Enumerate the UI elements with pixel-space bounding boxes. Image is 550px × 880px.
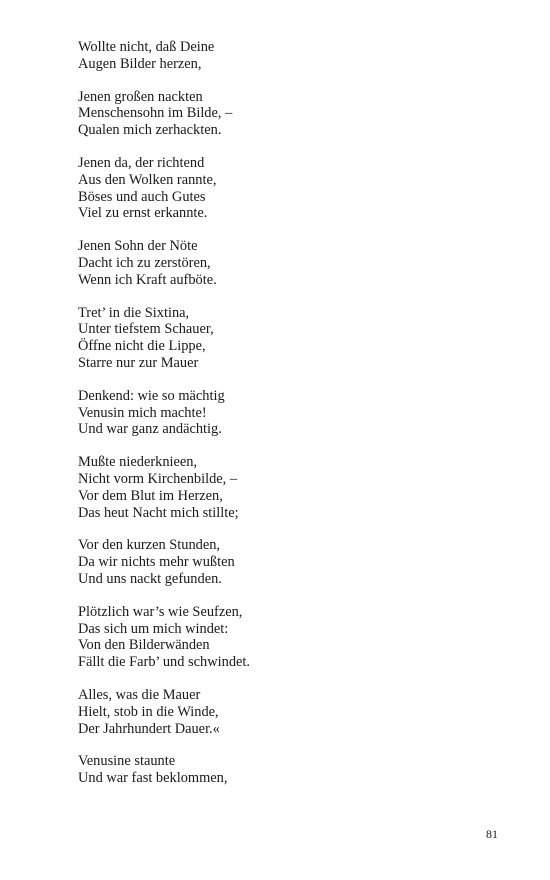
verse-line: Venusin mich machte! [78, 404, 207, 421]
verse-line: Öffne nicht die Lippe, [78, 338, 206, 355]
poem-text [78, 39, 498, 803]
verse-line: Dacht ich zu zerstören, [78, 254, 211, 271]
verse-line: Aus den Wolken rannte, [78, 171, 217, 188]
stanza [78, 39, 498, 73]
verse-line: Venusine staunte [78, 753, 176, 770]
stanza [78, 155, 498, 222]
verse-line: Böses und auch Gutes [78, 188, 206, 205]
verse-line: Menschensohn im Bilde, – [78, 105, 233, 122]
verse-line: Hielt, stob in die Winde, [78, 703, 219, 720]
page-number: 81 [486, 827, 498, 841]
verse-line: Augen Bilder herzen, [78, 55, 202, 72]
verse-line: Viel zu ernst erkannte. [78, 205, 208, 222]
verse-line: Mußte niederknieen, [78, 454, 198, 471]
verse-line: Und war ganz andächtig. [78, 421, 222, 438]
verse-line: Jenen da, der richtend [78, 154, 205, 171]
stanza [78, 89, 498, 139]
stanza [78, 537, 498, 587]
stanza [78, 753, 498, 787]
verse-line: Wenn ich Kraft aufböte. [78, 271, 217, 288]
verse-line: Plötzlich war’s wie Seufzen, [78, 603, 243, 620]
stanza [78, 238, 498, 288]
verse-line: Das sich um mich windet: [78, 620, 229, 637]
verse-line: Vor den kurzen Stunden, [78, 537, 221, 554]
verse-line: Fällt die Farb’ und schwindet. [78, 654, 250, 671]
verse-line: Nicht vorm Kirchenbilde, – [78, 470, 238, 487]
stanza [78, 454, 498, 521]
verse-line: Und war fast beklommen, [78, 770, 228, 787]
verse-line: Jenen großen nackten [78, 88, 203, 105]
verse-line: Tret’ in die Sixtina, [78, 304, 190, 321]
verse-line: Vor dem Blut im Herzen, [78, 487, 223, 504]
verse-line: Starre nur zur Mauer [78, 354, 199, 371]
verse-line: Jenen Sohn der Nöte [78, 238, 198, 255]
verse-line: Unter tiefstem Schauer, [78, 321, 214, 338]
verse-line: Alles, was die Mauer [78, 686, 201, 703]
stanza [78, 604, 498, 671]
verse-line: Da wir nichts mehr wußten [78, 554, 235, 571]
verse-line: Wollte nicht, daß Deine [78, 39, 215, 55]
verse-line: Und uns nackt gefunden. [78, 570, 222, 587]
verse-line: Das heut Nacht mich stillte; [78, 504, 239, 521]
verse-line: Denkend: wie so mächtig [78, 387, 225, 404]
stanza [78, 305, 498, 372]
stanza [78, 388, 498, 438]
verse-line: Von den Bilderwänden [78, 637, 210, 654]
stanza [78, 687, 498, 737]
verse-line: Der Jahrhundert Dauer.« [78, 720, 220, 737]
verse-line: Qualen mich zerhackten. [78, 122, 222, 139]
